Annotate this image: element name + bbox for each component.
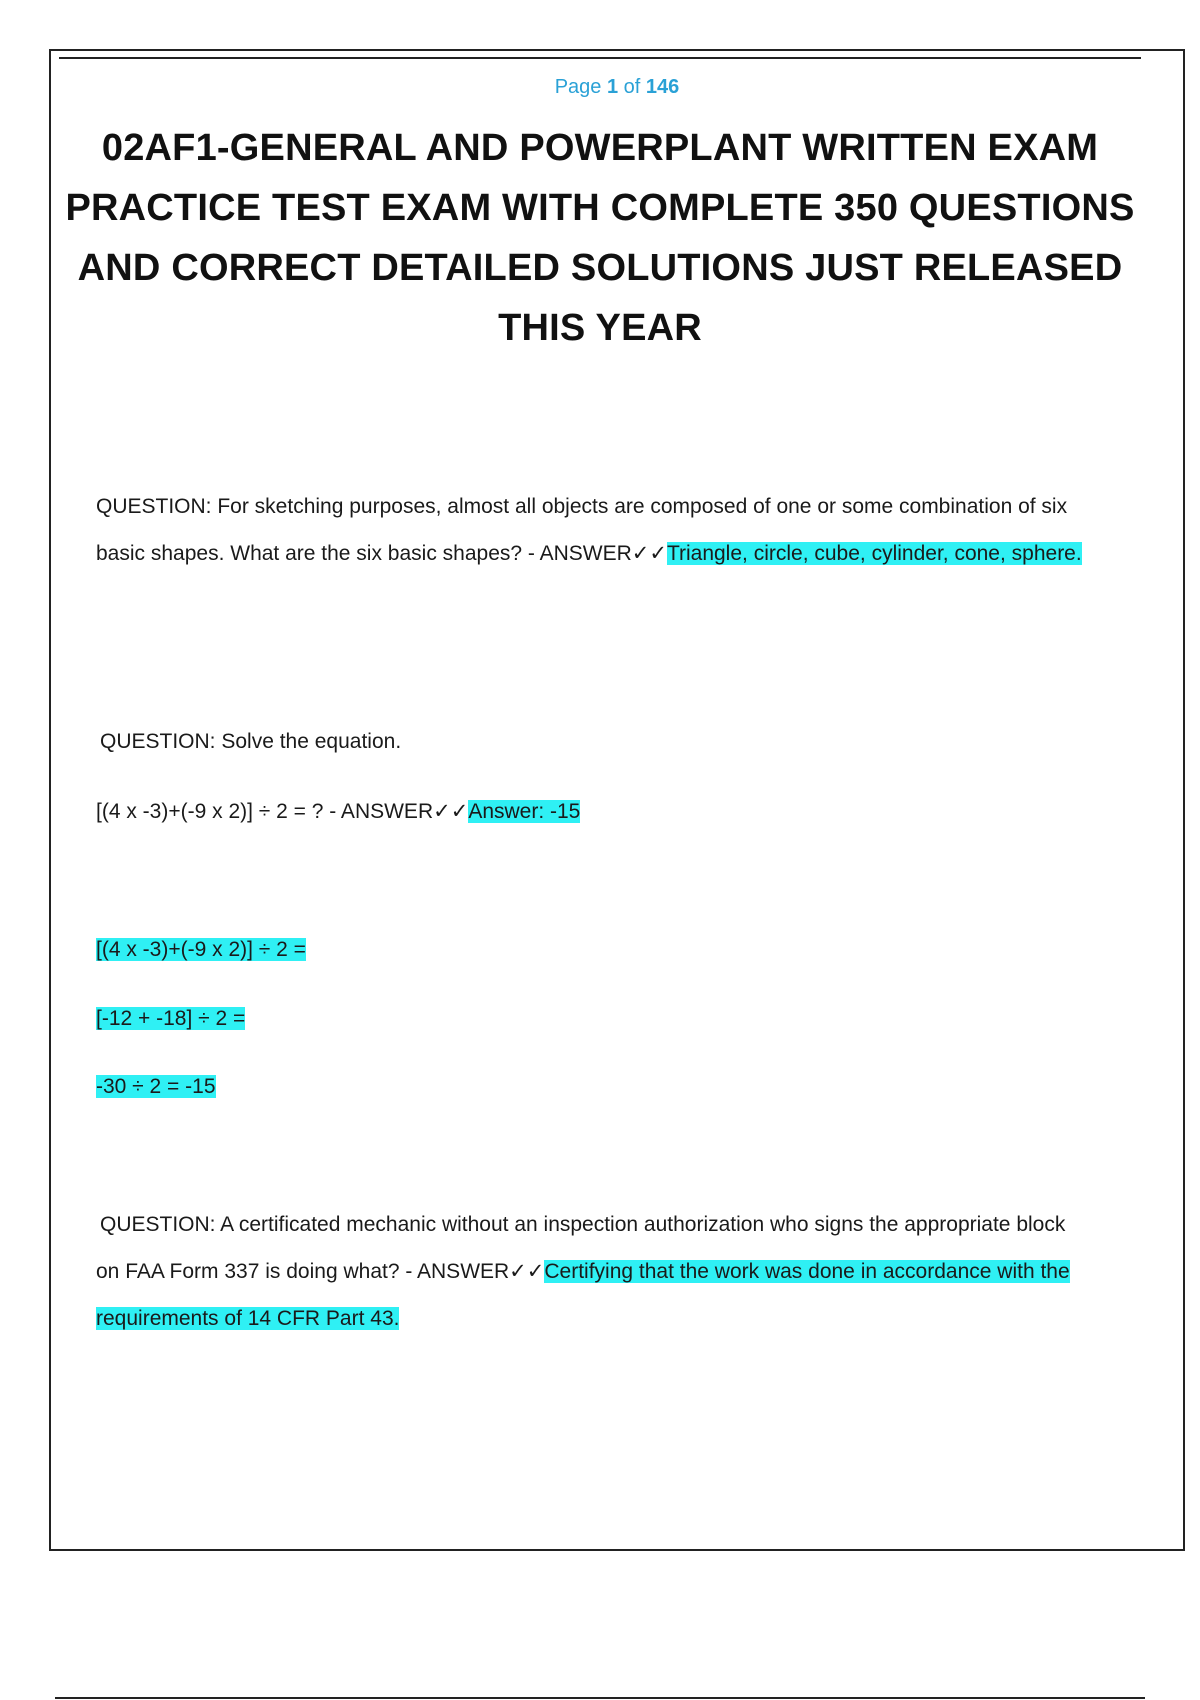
answer-highlight-3: Certifying that the work was done in accordance with the requirements of 14 CFR Part 43. xyxy=(96,1260,1070,1330)
page-total: 146 xyxy=(645,76,680,98)
question-expression-2 xyxy=(96,788,1088,835)
question-text-3: QUESTION: A certificated mechanic without an inspection authorization who signs the appropriate block on FAA Form 337 is doing what? - ANSWER✓✓ xyxy=(96,1213,1066,1283)
solution-step-3 xyxy=(96,1070,216,1104)
expression-text: [(4 x -3)+(-9 x 2)] ÷ 2 = ? - ANSWER✓✓ xyxy=(96,800,469,823)
question-block-2 xyxy=(100,718,1088,765)
top-rule xyxy=(59,57,1141,59)
solution-step-1 xyxy=(96,933,306,967)
question-block-1 xyxy=(96,483,1088,577)
bottom-rule xyxy=(55,1697,1145,1699)
solution-step-2 xyxy=(96,1002,245,1036)
page-mid: of xyxy=(618,76,646,98)
question-text-1: QUESTION: For sketching purposes, almost all objects are composed of one or some combination of six basic shapes. What are the six basic shapes? - ANSWER✓✓ xyxy=(96,495,1068,565)
question-block-3 xyxy=(96,1201,1088,1342)
page-prefix: Page xyxy=(554,76,607,98)
step-text-2: [-12 + -18] ÷ 2 = xyxy=(96,1007,246,1030)
question-text-2: QUESTION: Solve the equation. xyxy=(100,730,402,753)
answer-highlight-1: Triangle, circle, cube, cylinder, cone, sphere. xyxy=(666,542,1082,565)
answer-highlight-2: Answer: -15 xyxy=(468,800,581,823)
document-title: 02AF1-GENERAL AND POWERPLANT WRITTEN EXAM PRACTICE TEST EXAM WITH COMPLETE 350 QUESTIONS AND CORRECT DETAILED SOLUTIONS JUST RELEASED THIS YEAR xyxy=(65,127,1135,349)
page-current: 1 xyxy=(606,76,619,98)
step-text-1: [(4 x -3)+(-9 x 2)] ÷ 2 = xyxy=(96,938,306,961)
page-indicator xyxy=(51,76,1183,99)
step-text-3: -30 ÷ 2 = -15 xyxy=(96,1075,216,1098)
